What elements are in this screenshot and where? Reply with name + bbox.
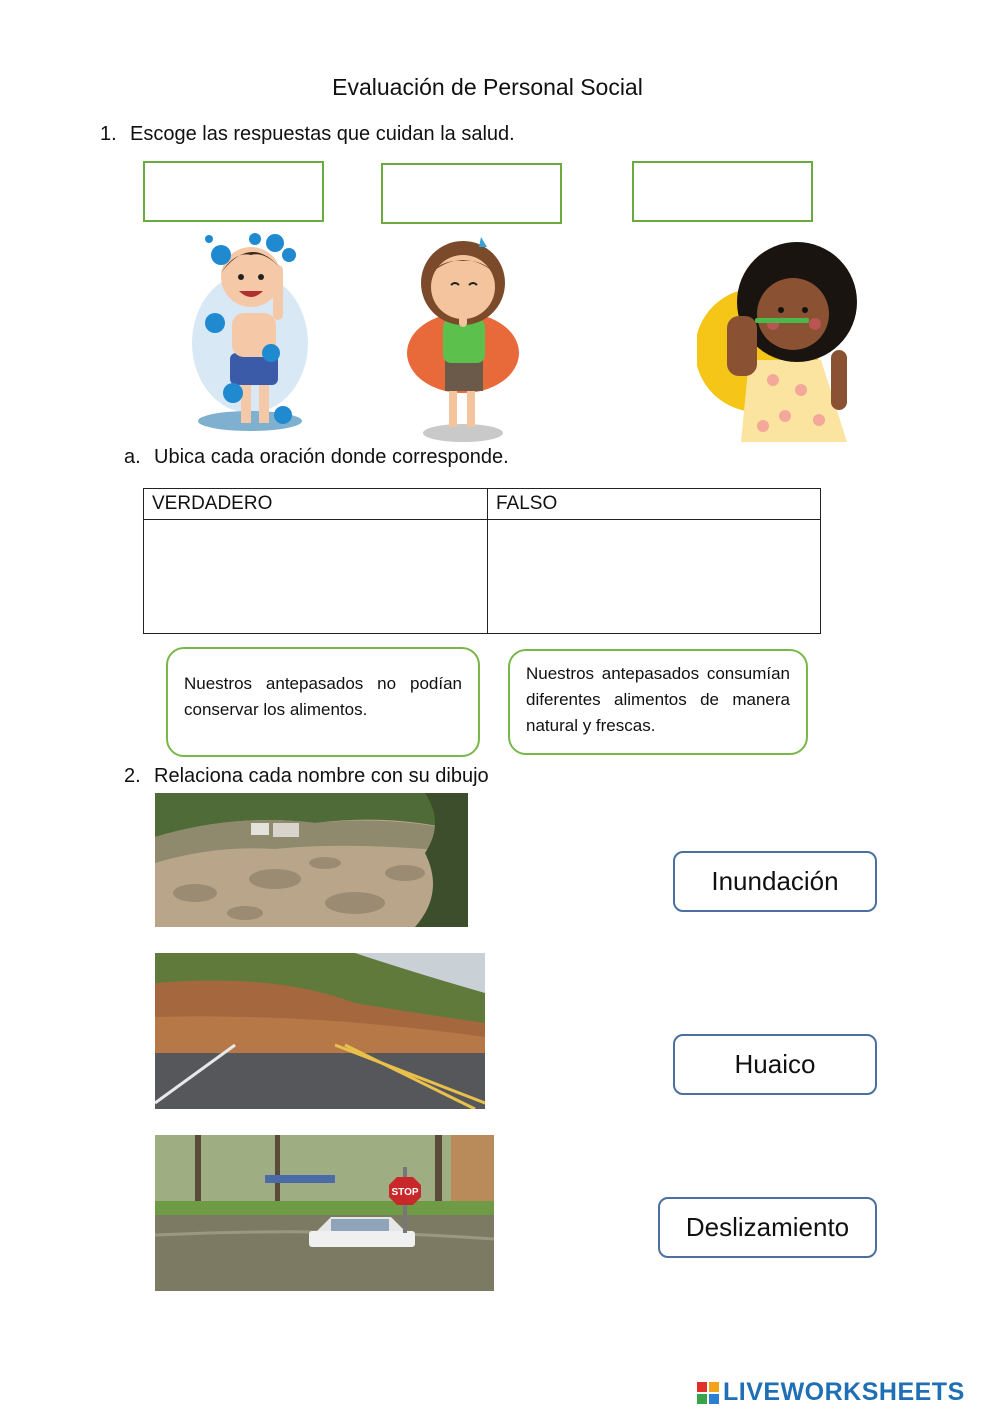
drop-zone-verdadero[interactable] xyxy=(144,520,488,634)
landslide-road-photo xyxy=(155,953,485,1109)
question-2-number: 2. xyxy=(124,765,141,787)
question-a-text: Ubica cada oración donde corresponde. xyxy=(154,446,509,468)
answer-box-1[interactable] xyxy=(143,161,324,222)
name-card-inundacion[interactable]: Inundación xyxy=(673,851,877,912)
sentence-card-1[interactable]: Nuestros antepasados no podían conservar los alimentos. xyxy=(166,647,480,757)
page-title: Evaluación de Personal Social xyxy=(332,74,643,100)
huaico-photo xyxy=(155,793,468,927)
flood-street-photo xyxy=(155,1135,494,1291)
drop-zone-falso[interactable] xyxy=(488,520,821,634)
name-card-huaico[interactable]: Huaico xyxy=(673,1034,877,1095)
question-2-text: Relaciona cada nombre con su dibujo xyxy=(154,765,489,787)
question-2 xyxy=(124,765,489,788)
answer-box-3[interactable] xyxy=(632,161,813,222)
true-false-table xyxy=(143,488,821,634)
liveworksheets-logo-icon xyxy=(697,1382,719,1404)
boy-showering-icon xyxy=(185,225,315,440)
question-1-number: 1. xyxy=(100,123,117,145)
question-a xyxy=(124,446,509,469)
answer-box-2[interactable] xyxy=(381,163,562,224)
liveworksheets-brand xyxy=(697,1378,965,1407)
header-falso: FALSO xyxy=(488,489,821,520)
header-verdadero: VERDADERO xyxy=(144,489,488,520)
stop-sign-text: STOP xyxy=(391,1187,419,1198)
question-a-letter: a. xyxy=(124,446,141,468)
sentence-card-2[interactable]: Nuestros antepasados consumían diferentes alimentos de manera natural y frescas. xyxy=(508,649,808,755)
girl-picking-nose-icon xyxy=(403,225,525,443)
brand-name: LIVEWORKSHEETS xyxy=(723,1378,965,1406)
name-card-deslizamiento[interactable]: Deslizamiento xyxy=(658,1197,877,1258)
question-1 xyxy=(100,123,515,146)
girl-brushing-teeth-icon xyxy=(697,230,865,445)
question-1-text: Escoge las respuestas que cuidan la salud. xyxy=(130,123,515,145)
